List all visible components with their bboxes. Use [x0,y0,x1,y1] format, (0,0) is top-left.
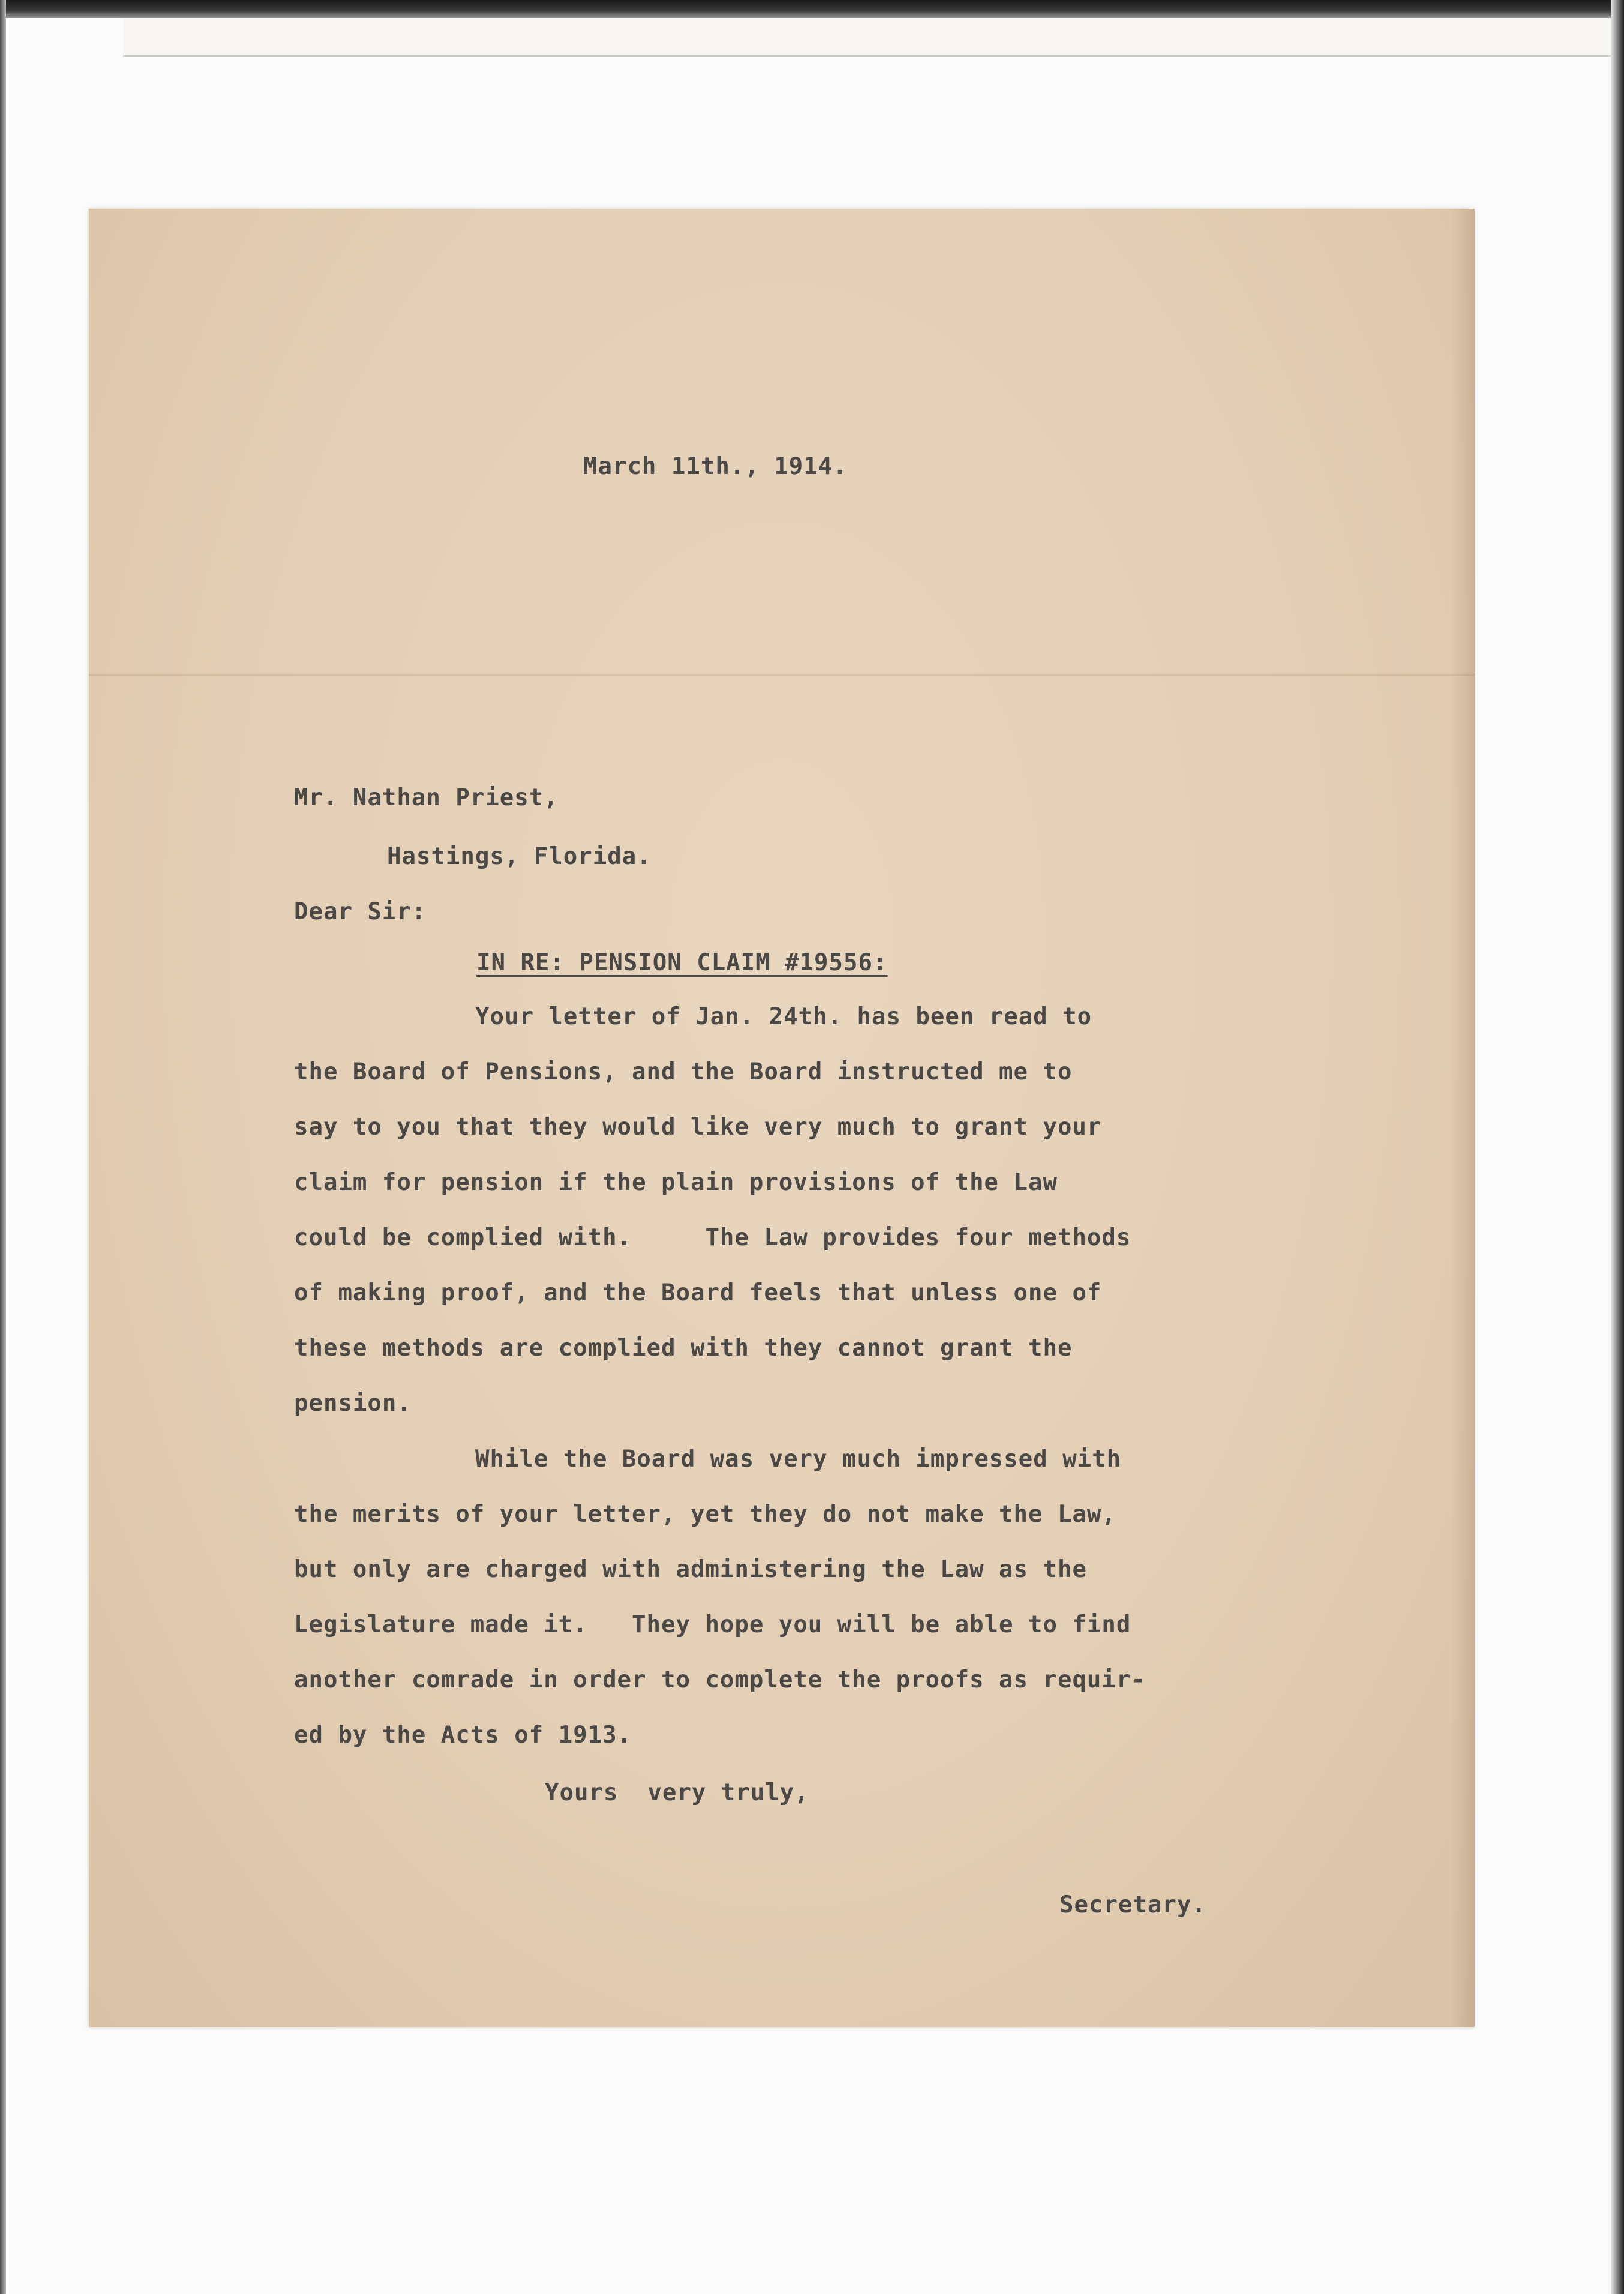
letter-subject-line: IN RE: PENSION CLAIM #19556: [476,949,888,976]
scanner-sheet-edge [123,18,1624,57]
letter-date: March 11th., 1914. [583,453,848,480]
scanner-border-left [0,0,6,2294]
letter-address-city: Hastings, Florida. [387,843,652,870]
scanner-border-top [0,0,1624,18]
paragraph-line: but only are charged with administering the Law as the [294,1556,1087,1583]
paragraph-line: pension. [294,1390,412,1417]
paragraph-line: these methods are complied with they cannot grant the [294,1335,1073,1362]
paragraph-line: While the Board was very much impressed with [475,1446,1122,1473]
paragraph-line: could be complied with. The Law provides four methods [294,1224,1131,1251]
paragraph-line: the merits of your letter, yet they do not make the Law, [294,1501,1116,1528]
paragraph-line: ed by the Acts of 1913. [294,1722,632,1749]
paragraph-line: the Board of Pensions, and the Board instructed me to [294,1058,1073,1085]
letter-addressee: Mr. Nathan Priest, [294,784,559,811]
paragraph-line: claim for pension if the plain provisions of the Law [294,1169,1058,1196]
letter-closing: Yours very truly, [545,1779,809,1806]
paragraph-line: another comrade in order to complete the proofs as requir- [294,1666,1146,1693]
letter-body-paragraph-1 [294,1005,1278,1447]
letter-signature-title: Secretary. [1059,1891,1206,1918]
paragraph-line: Legislature made it. They hope you will be able to find [294,1611,1131,1638]
paragraph-line: say to you that they would like very much to grant your [294,1114,1102,1141]
letter-salutation: Dear Sir: [294,898,427,925]
scanner-border-right [1611,0,1624,2294]
paragraph-line: of making proof, and the Board feels that unless one of [294,1279,1102,1306]
paragraph-line: Your letter of Jan. 24th. has been read to [475,1003,1092,1030]
letter-body-paragraph-2 [294,1447,1278,1779]
